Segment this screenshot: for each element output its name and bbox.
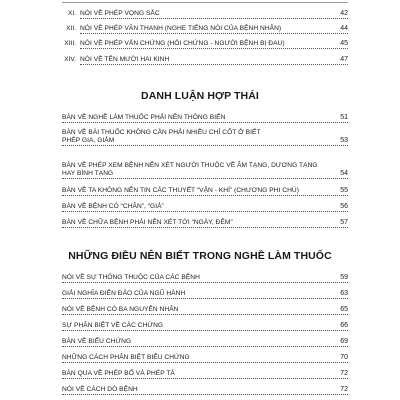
toc-row-page: 59	[340, 274, 348, 281]
toc-row-page: 70	[340, 354, 348, 361]
toc-row-page: 56	[340, 203, 348, 210]
cut-off-row-line	[62, 2, 348, 3]
toc-row-page: 53	[340, 137, 348, 144]
toc-row-title: NHỮNG CÁCH PHÂN BIỆT BIỂU CHỨNG	[62, 354, 190, 361]
toc-row-title: NÓI VỀ BỆNH CÓ BA NGUYÊN NHÂN	[62, 306, 179, 313]
toc-row-title: GIẢI NGHĨA ĐIÊN ĐẢO CỦA NGŨ HÀNH	[62, 290, 186, 297]
toc-row-page: 51	[340, 114, 348, 121]
toc-row-page: 63	[340, 290, 348, 297]
toc-row-title: SỰ PHÂN BIỆT VỀ CÁC CHỨNG	[62, 322, 164, 329]
toc-row-title: BÀN VỀ BỆNH CÓ “CHÂN”, “GIẢ”	[62, 203, 164, 210]
toc-row-page: 69	[340, 338, 348, 345]
section-heading: NHỮNG ĐIỀU NÊN BIẾT TRONG NGHỀ LÀM THUỐC	[68, 250, 332, 262]
toc-row-page: 65	[340, 306, 348, 313]
toc-row-page: 44	[340, 25, 348, 32]
toc-row-title: NÓI VỀ PHÉP VẤN CHỨNG (HỎI CHỨNG - NGƯỜI BỆNH BỊ ĐAU)	[80, 40, 285, 47]
toc-row[interactable]	[62, 370, 348, 379]
toc-row[interactable]	[62, 162, 348, 179]
toc-row-page: 47	[340, 56, 348, 63]
toc-row-title: BÀN VỀ TA KHÔNG NÊN TIN CÁC THUYẾT “VẬN - KHÍ” (CHƯƠNG PHI CHÚ)	[62, 187, 299, 194]
toc-row-title: NÓI VỀ SỰ THÔNG THUỘC CỦA CÁC BỆNH	[62, 274, 200, 281]
toc-row-page: 72	[340, 370, 348, 377]
toc-row[interactable]	[62, 187, 348, 196]
toc-row[interactable]	[62, 306, 348, 315]
toc-row[interactable]	[62, 219, 348, 228]
toc-row-page: 72	[340, 386, 348, 393]
toc-row[interactable]	[62, 354, 348, 363]
toc-row-number: XII.	[66, 25, 76, 32]
toc-row[interactable]	[62, 129, 348, 146]
toc-row-title: NÓI VỀ TÊN MƯỜI HAI KINH	[80, 56, 170, 63]
toc-row-title: BÀN VỀ NGHỀ LÀM THUỐC PHẢI NÊN THÔNG BIẾN	[62, 114, 226, 121]
toc-row-page: 42	[340, 10, 348, 17]
toc-row-title: BÀN VỀ BÀI THUỐC KHÔNG CẦN PHẢI NHIỀU CHỈ CỐT Ở BIẾT PHÉP GIA, GIẢM	[62, 129, 261, 144]
toc-row-number: XIV.	[64, 56, 76, 63]
toc-row-page: 66	[340, 322, 348, 329]
toc-row-title: BÀN VỀ CHỮA BỆNH PHẢI NÊN XÉT TỚI “NGÀY, ĐÊM”	[62, 219, 233, 226]
toc-row[interactable]	[62, 338, 348, 347]
toc-row[interactable]	[67, 10, 348, 19]
toc-row-title: NÓI VỀ PHÉP VĂN THANH (NGHE TIẾNG NÓI CỦA BỆNH NHÂN)	[80, 25, 282, 32]
toc-row[interactable]	[62, 386, 348, 395]
toc-row-title: NÓI VỀ PHÉP VỌNG SẮC	[80, 10, 160, 17]
toc-row-title: BÀN VỀ PHÉP XEM BỆNH NÊN XÉT NGƯỜI THUỘC VỀ ÂM TẠNG, DƯƠNG TẠNG HAY BÌNH TẠNG	[62, 162, 318, 177]
toc-row-title: BÀN QUA VỀ PHÉP BỔ VÀ PHÉP TẢ	[62, 370, 175, 377]
toc-row[interactable]	[66, 25, 348, 34]
toc-row-page: 45	[340, 40, 348, 47]
toc-row[interactable]	[64, 56, 348, 65]
section-heading: DANH LUẬN HỢP THÁI	[141, 90, 259, 102]
toc-row[interactable]	[62, 114, 348, 123]
toc-row[interactable]	[62, 274, 348, 283]
toc-row-page: 57	[340, 219, 348, 226]
toc-row[interactable]	[64, 40, 348, 49]
toc-row[interactable]	[62, 322, 348, 331]
toc-row[interactable]	[62, 290, 348, 299]
toc-row-number: XI.	[67, 10, 76, 17]
toc-row-page: 54	[340, 170, 348, 177]
toc-row-page: 55	[340, 187, 348, 194]
toc-row-title: NÓI VỀ CÁCH DÒ BỆNH	[62, 386, 138, 393]
toc-row[interactable]	[62, 203, 348, 212]
toc-row-number: XIII.	[64, 40, 76, 47]
toc-row-title: BÀN VỀ BIỂU CHỨNG	[62, 338, 132, 345]
